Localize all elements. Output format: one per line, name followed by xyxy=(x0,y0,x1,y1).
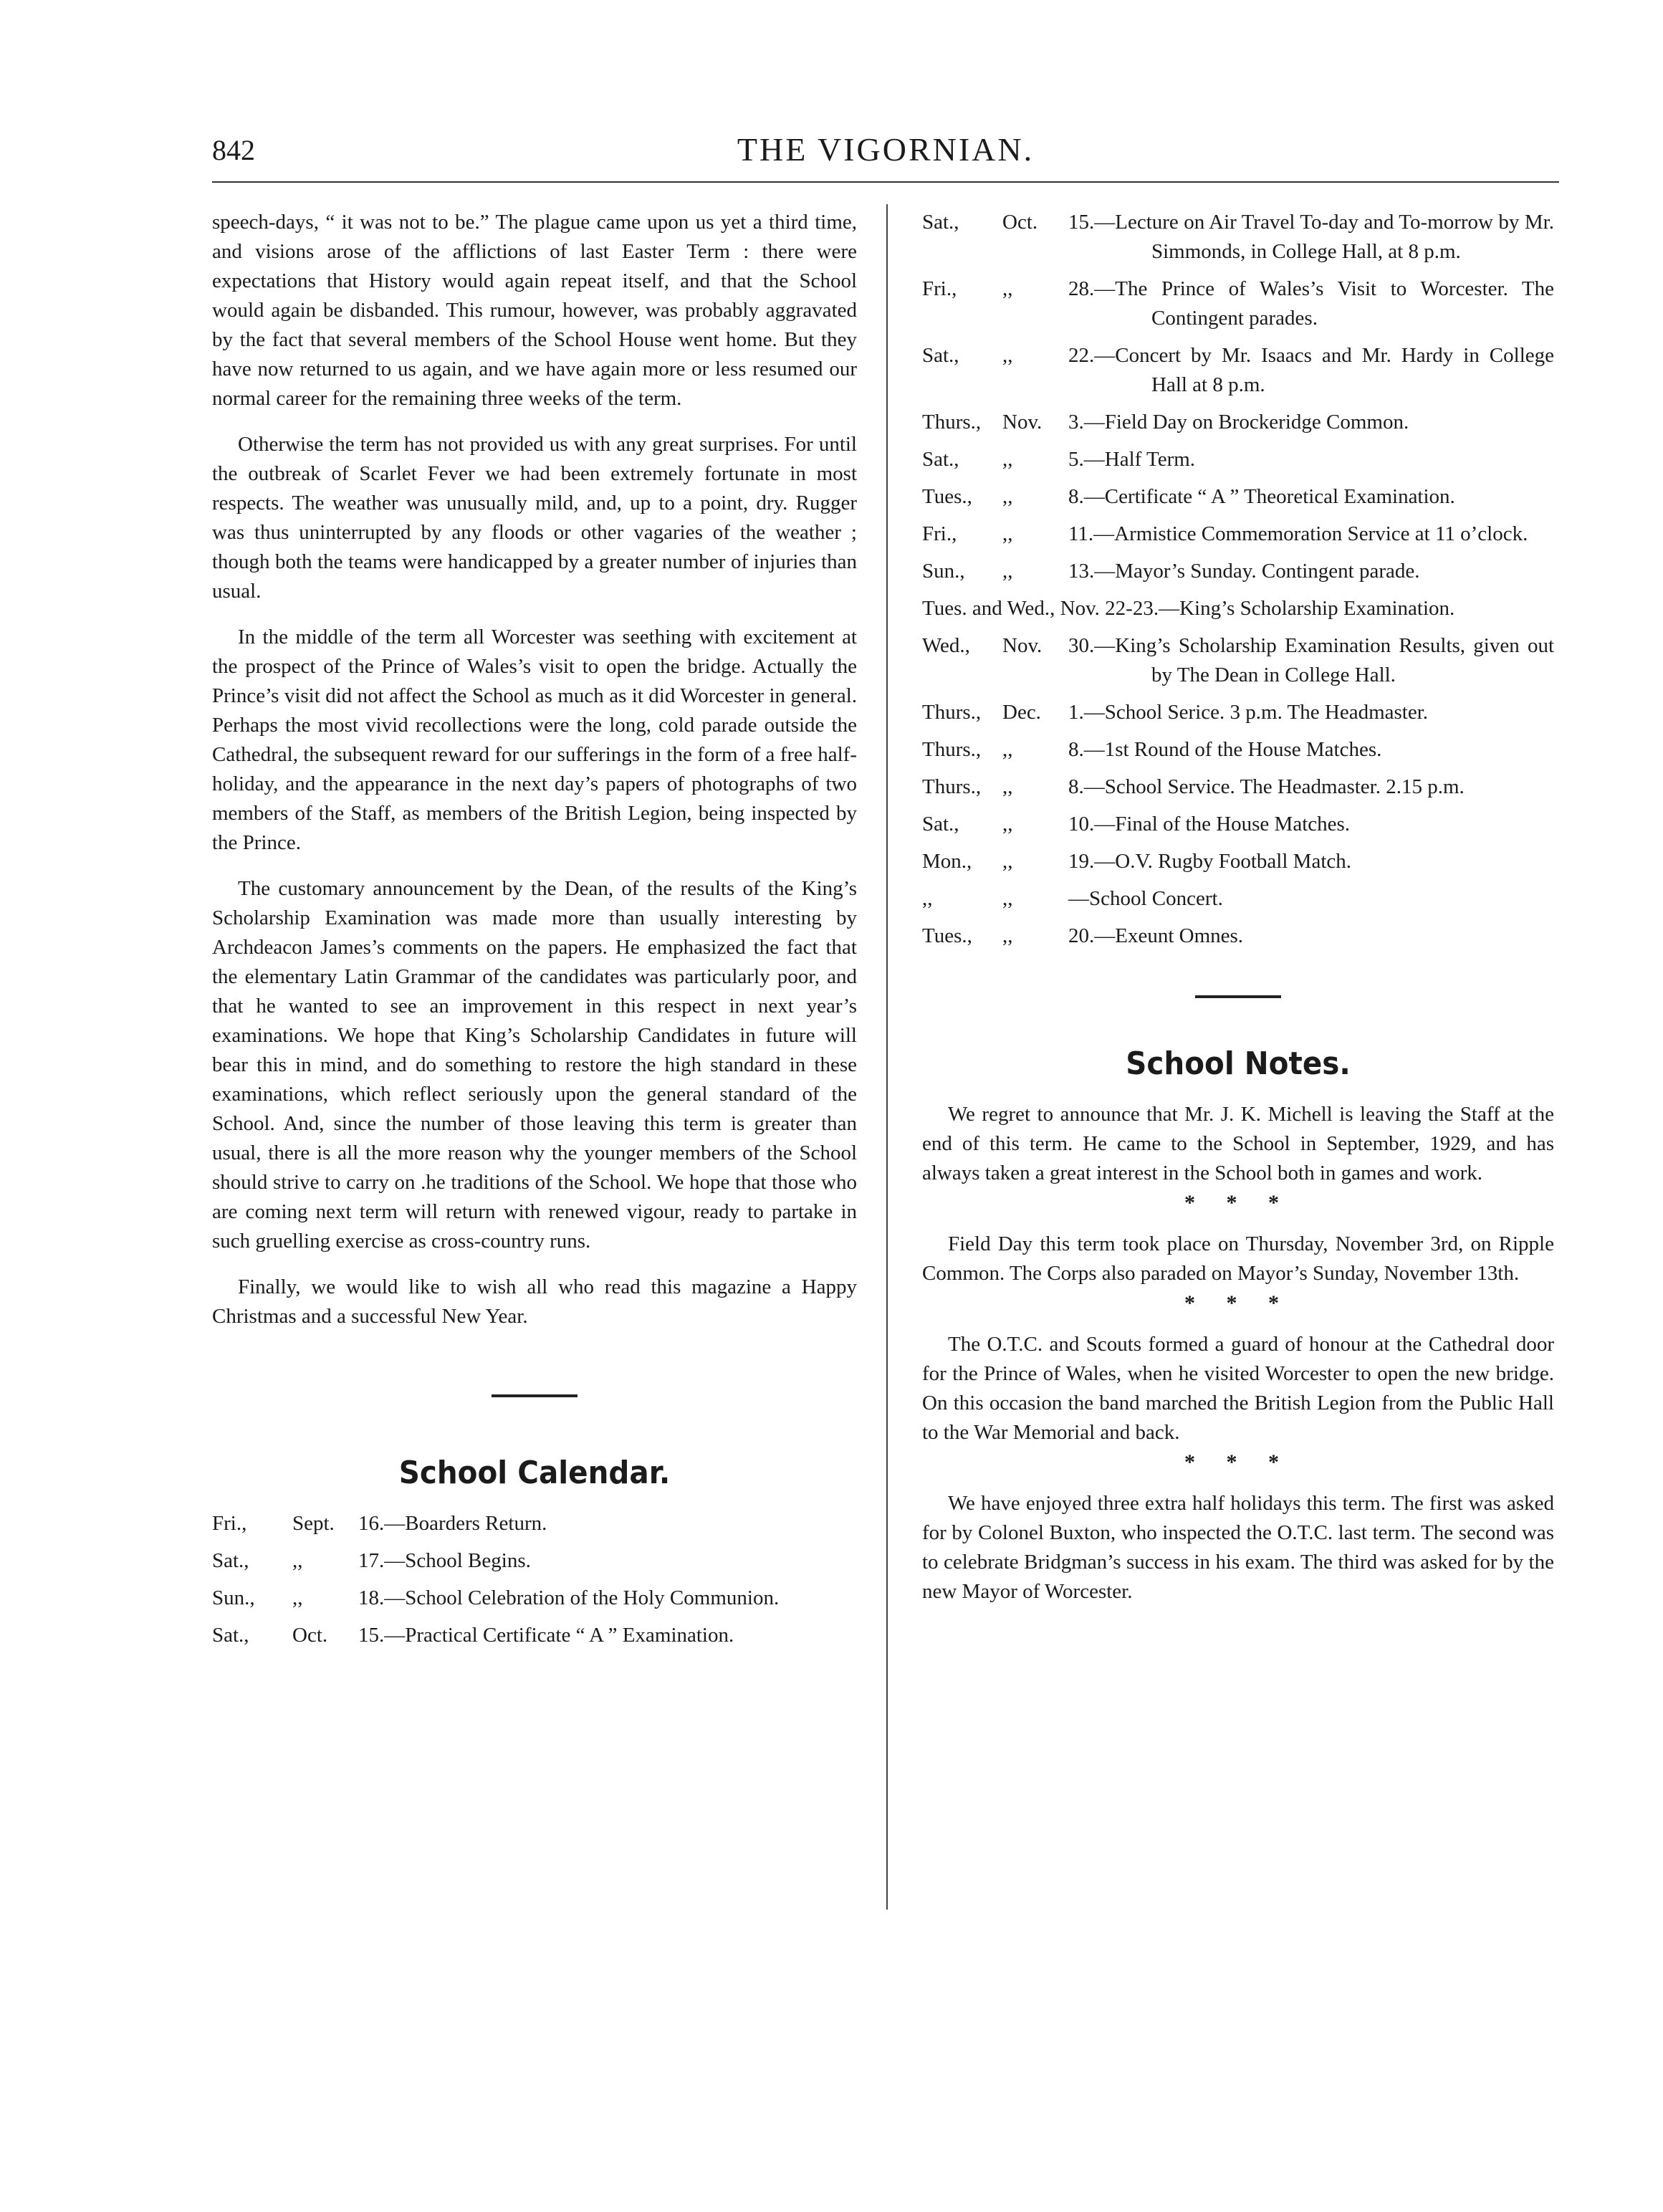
calendar-text: 8.—School Service. The Headmaster. 2.15 p.m. xyxy=(1068,775,1465,798)
calendar-text: 20.—Exeunt Omnes. xyxy=(1068,924,1244,947)
paragraph: In the middle of the term all Worcester was seething with excitement at the prospect of the Prince of Wales’s visit to open the bridge. Actually the Prince’s visit did not affect the School as much as it did Worcester in general. Perhaps the most vivid recollections were the long, cold parade outside the Cathedral, the subsequent reward for our sufferings in the form of a free half-holiday, and the appearance in the next day’s papers of photographs of two members of the Staff, as members of the British Legion, being inspected by the Prince. xyxy=(212,626,857,854)
calendar-entry xyxy=(922,557,1554,586)
calendar-entry xyxy=(922,274,1554,333)
calendar-month: ,, xyxy=(1002,560,1013,583)
separator-stars: * * * xyxy=(1184,1291,1292,1315)
calendar-entry xyxy=(922,810,1554,839)
paragraph-continued: speech-days, “ it was not to be.” The plague came upon us yet a third time, and visions arose of the afflictions of last Easter Term : there were expectations that History would again repeat itself, and that the School would again be disbanded. This rumour, however, was probably aggravated by the fact that several members of the School House went home. But they have now returned to us again, and we have again more or less resumed our normal career for the remaining three weeks of the term. xyxy=(212,211,857,410)
calendar-entry xyxy=(922,520,1554,549)
calendar-month: ,, xyxy=(1002,448,1013,471)
section-divider xyxy=(1195,995,1281,998)
calendar-text: 15.—Practical Certificate “ A ” Examination. xyxy=(358,1624,734,1647)
calendar-heading: School Calendar. xyxy=(398,1455,671,1491)
school-note xyxy=(922,1489,1554,1607)
calendar-text: 30.—King’s Scholarship Examination Results, given out by The Dean in College Hall. xyxy=(1068,634,1554,686)
paragraph: Finally, we would like to wish all who read this magazine a Happy Christmas and a successful New Year. xyxy=(212,1275,857,1328)
calendar-text: 28.—The Prince of Wales’s Visit to Worcester. The Contingent parades. xyxy=(1068,277,1554,330)
calendar-day: Tues., xyxy=(922,485,972,508)
calendar-entry xyxy=(922,847,1554,876)
calendar-day: Fri., xyxy=(922,522,957,545)
calendar-day: Sun., xyxy=(212,1586,255,1609)
calendar-month: ,, xyxy=(1002,485,1013,508)
calendar-entry xyxy=(212,1509,857,1538)
calendar-entry-full: Tues. and Wed., Nov. 22-23.—King’s Scholarship Examination. xyxy=(922,597,1455,620)
calendar-month: ,, xyxy=(292,1549,303,1572)
school-note xyxy=(922,1330,1554,1447)
calendar-month: ,, xyxy=(1002,277,1013,300)
calendar-month: ,, xyxy=(1002,924,1013,947)
calendar-day: ,, xyxy=(922,887,933,910)
calendar-month: ,, xyxy=(1002,522,1013,545)
calendar-text: 17.—School Begins. xyxy=(358,1549,531,1572)
calendar-month: ,, xyxy=(1002,813,1013,836)
calendar-text: 1.—School Serice. 3 p.m. The Headmaster. xyxy=(1068,701,1429,724)
calendar-month: ,, xyxy=(1002,344,1013,367)
calendar-day: Wed., xyxy=(922,634,970,657)
calendar-entry xyxy=(922,631,1554,690)
calendar-text: 8.—1st Round of the House Matches. xyxy=(1068,738,1382,761)
column-divider xyxy=(886,204,888,1910)
calendar-day: Sat., xyxy=(922,344,959,367)
calendar-day: Mon., xyxy=(922,850,972,873)
calendar-month: ,, xyxy=(1002,887,1013,910)
calendar-text: 19.—O.V. Rugby Football Match. xyxy=(1068,850,1351,873)
calendar-month: ,, xyxy=(292,1586,303,1609)
calendar-month: Oct. xyxy=(1002,211,1038,234)
calendar-entry xyxy=(922,735,1554,765)
calendar-entry xyxy=(922,208,1554,267)
page-number: 842 xyxy=(212,134,255,166)
calendar-day: Thurs., xyxy=(922,701,982,724)
calendar-month: Oct. xyxy=(292,1624,328,1647)
calendar-day: Fri., xyxy=(922,277,957,300)
calendar-list-continued xyxy=(922,208,1554,951)
calendar-text: 8.—Certificate “ A ” Theoretical Examination. xyxy=(1068,485,1455,508)
page-header xyxy=(212,131,1559,183)
calendar-day: Sat., xyxy=(212,1624,249,1647)
note-paragraph: The O.T.C. and Scouts formed a guard of honour at the Cathedral door for the Prince of Wales, when he visited Worcester to open the new bridge. On this occasion the band marched the British Legion from the Public Hall to the War Memorial and back. xyxy=(922,1333,1554,1444)
calendar-entry xyxy=(922,698,1554,727)
calendar-day: Thurs., xyxy=(922,738,982,761)
school-note xyxy=(922,1100,1554,1188)
separator-stars: * * * xyxy=(1184,1450,1292,1474)
calendar-month: ,, xyxy=(1002,850,1013,873)
separator-stars: * * * xyxy=(1184,1191,1292,1215)
calendar-text: 18.—School Celebration of the Holy Communion. xyxy=(358,1586,780,1609)
calendar-month: Nov. xyxy=(1002,634,1043,657)
calendar-entry xyxy=(922,482,1554,512)
calendar-text: 3.—Field Day on Brockeridge Common. xyxy=(1068,411,1409,434)
calendar-entry xyxy=(212,1621,857,1650)
calendar-text: —School Concert. xyxy=(1068,887,1223,910)
calendar-text: 22.—Concert by Mr. Isaacs and Mr. Hardy in College Hall at 8 p.m. xyxy=(1068,344,1554,396)
calendar-entry xyxy=(922,884,1554,914)
calendar-entry xyxy=(212,1546,857,1576)
calendar-text: 11.—Armistice Commemoration Service at 11 o’clock. xyxy=(1068,522,1528,545)
running-title: THE VIGORNIAN. xyxy=(737,131,1035,168)
calendar-text: 16.—Boarders Return. xyxy=(358,1512,547,1535)
calendar-text: 13.—Mayor’s Sunday. Contingent parade. xyxy=(1068,560,1420,583)
calendar-entry xyxy=(922,772,1554,802)
note-paragraph: Field Day this term took place on Thursday, November 3rd, on Ripple Common. The Corps also paraded on Mayor’s Sunday, November 13th. xyxy=(922,1232,1554,1285)
calendar-entry xyxy=(922,341,1554,400)
calendar-entry xyxy=(922,921,1554,951)
calendar-day: Sat., xyxy=(922,448,959,471)
calendar-text: 10.—Final of the House Matches. xyxy=(1068,813,1351,836)
note-paragraph: We have enjoyed three extra half holidays this term. The first was asked for by Colonel Buxton, who inspected the O.T.C. last term. The second was to celebrate Bridgman’s success in his exam. The third was asked for by the new Mayor of Worcester. xyxy=(922,1492,1554,1603)
calendar-day: Thurs., xyxy=(922,775,982,798)
notes-heading: School Notes. xyxy=(1126,1045,1351,1082)
note-paragraph: We regret to announce that Mr. J. K. Michell is leaving the Staff at the end of this term. He came to the School in September, 1929, and has always taken a great interest in the School both in games and work. xyxy=(922,1103,1554,1184)
header-rule xyxy=(212,181,1559,183)
calendar-day: Thurs., xyxy=(922,411,982,434)
calendar-day: Sat., xyxy=(922,813,959,836)
calendar-day: Fri., xyxy=(212,1512,247,1535)
calendar-month: Dec. xyxy=(1002,701,1041,724)
calendar-day: Sat., xyxy=(922,211,959,234)
calendar-text: 15.—Lecture on Air Travel To-day and To-morrow by Mr. Simmonds, in College Hall, at 8 p.m. xyxy=(1068,211,1554,263)
calendar-month: ,, xyxy=(1002,738,1013,761)
calendar-day: Tues., xyxy=(922,924,972,947)
calendar-entry xyxy=(212,1584,857,1613)
right-column xyxy=(922,208,1554,1607)
calendar-month: Sept. xyxy=(292,1512,335,1535)
calendar-list xyxy=(212,1509,857,1650)
calendar-day: Sun., xyxy=(922,560,965,583)
paragraph: The customary announcement by the Dean, of the results of the King’s Scholarship Examination was made more than usually interesting by Archdeacon James’s comments on the papers. He emphasized the fact that the elementary Latin Grammar of the candidates was particularly poor, and that he wanted to see an improvement in this respect in next year’s examinations. We hope that King’s Scholarship Candidates in future will bear this in mind, and do something to restore the high standard in these examinations, which reflect seriously upon the general standard of the School. And, since the number of those leaving this term is greater than usual, there is all the more reason why the younger members of the School should strive to carry on .he traditions of the School. We hope that those who are coming next term will return with renewed vigour, ready to partake in such gruelling exercise as cross-country runs. xyxy=(212,877,857,1253)
calendar-day: Sat., xyxy=(212,1549,249,1572)
paragraph: Otherwise the term has not provided us with any great surprises. For until the outbreak of Scarlet Fever we had been extremely fortunate in most respects. The weather was unusually mild, and, up to a point, dry. Rugger was thus uninterrupted by any floods or other vagaries of the weather ; though both the teams were handicapped by a greater number of injuries than usual. xyxy=(212,433,857,603)
calendar-text: 5.—Half Term. xyxy=(1068,448,1196,471)
left-column xyxy=(212,208,857,1658)
calendar-entry xyxy=(922,408,1554,437)
calendar-month: Nov. xyxy=(1002,411,1043,434)
calendar-month: ,, xyxy=(1002,775,1013,798)
section-divider xyxy=(492,1394,578,1397)
calendar-entry xyxy=(922,445,1554,474)
school-note xyxy=(922,1230,1554,1288)
